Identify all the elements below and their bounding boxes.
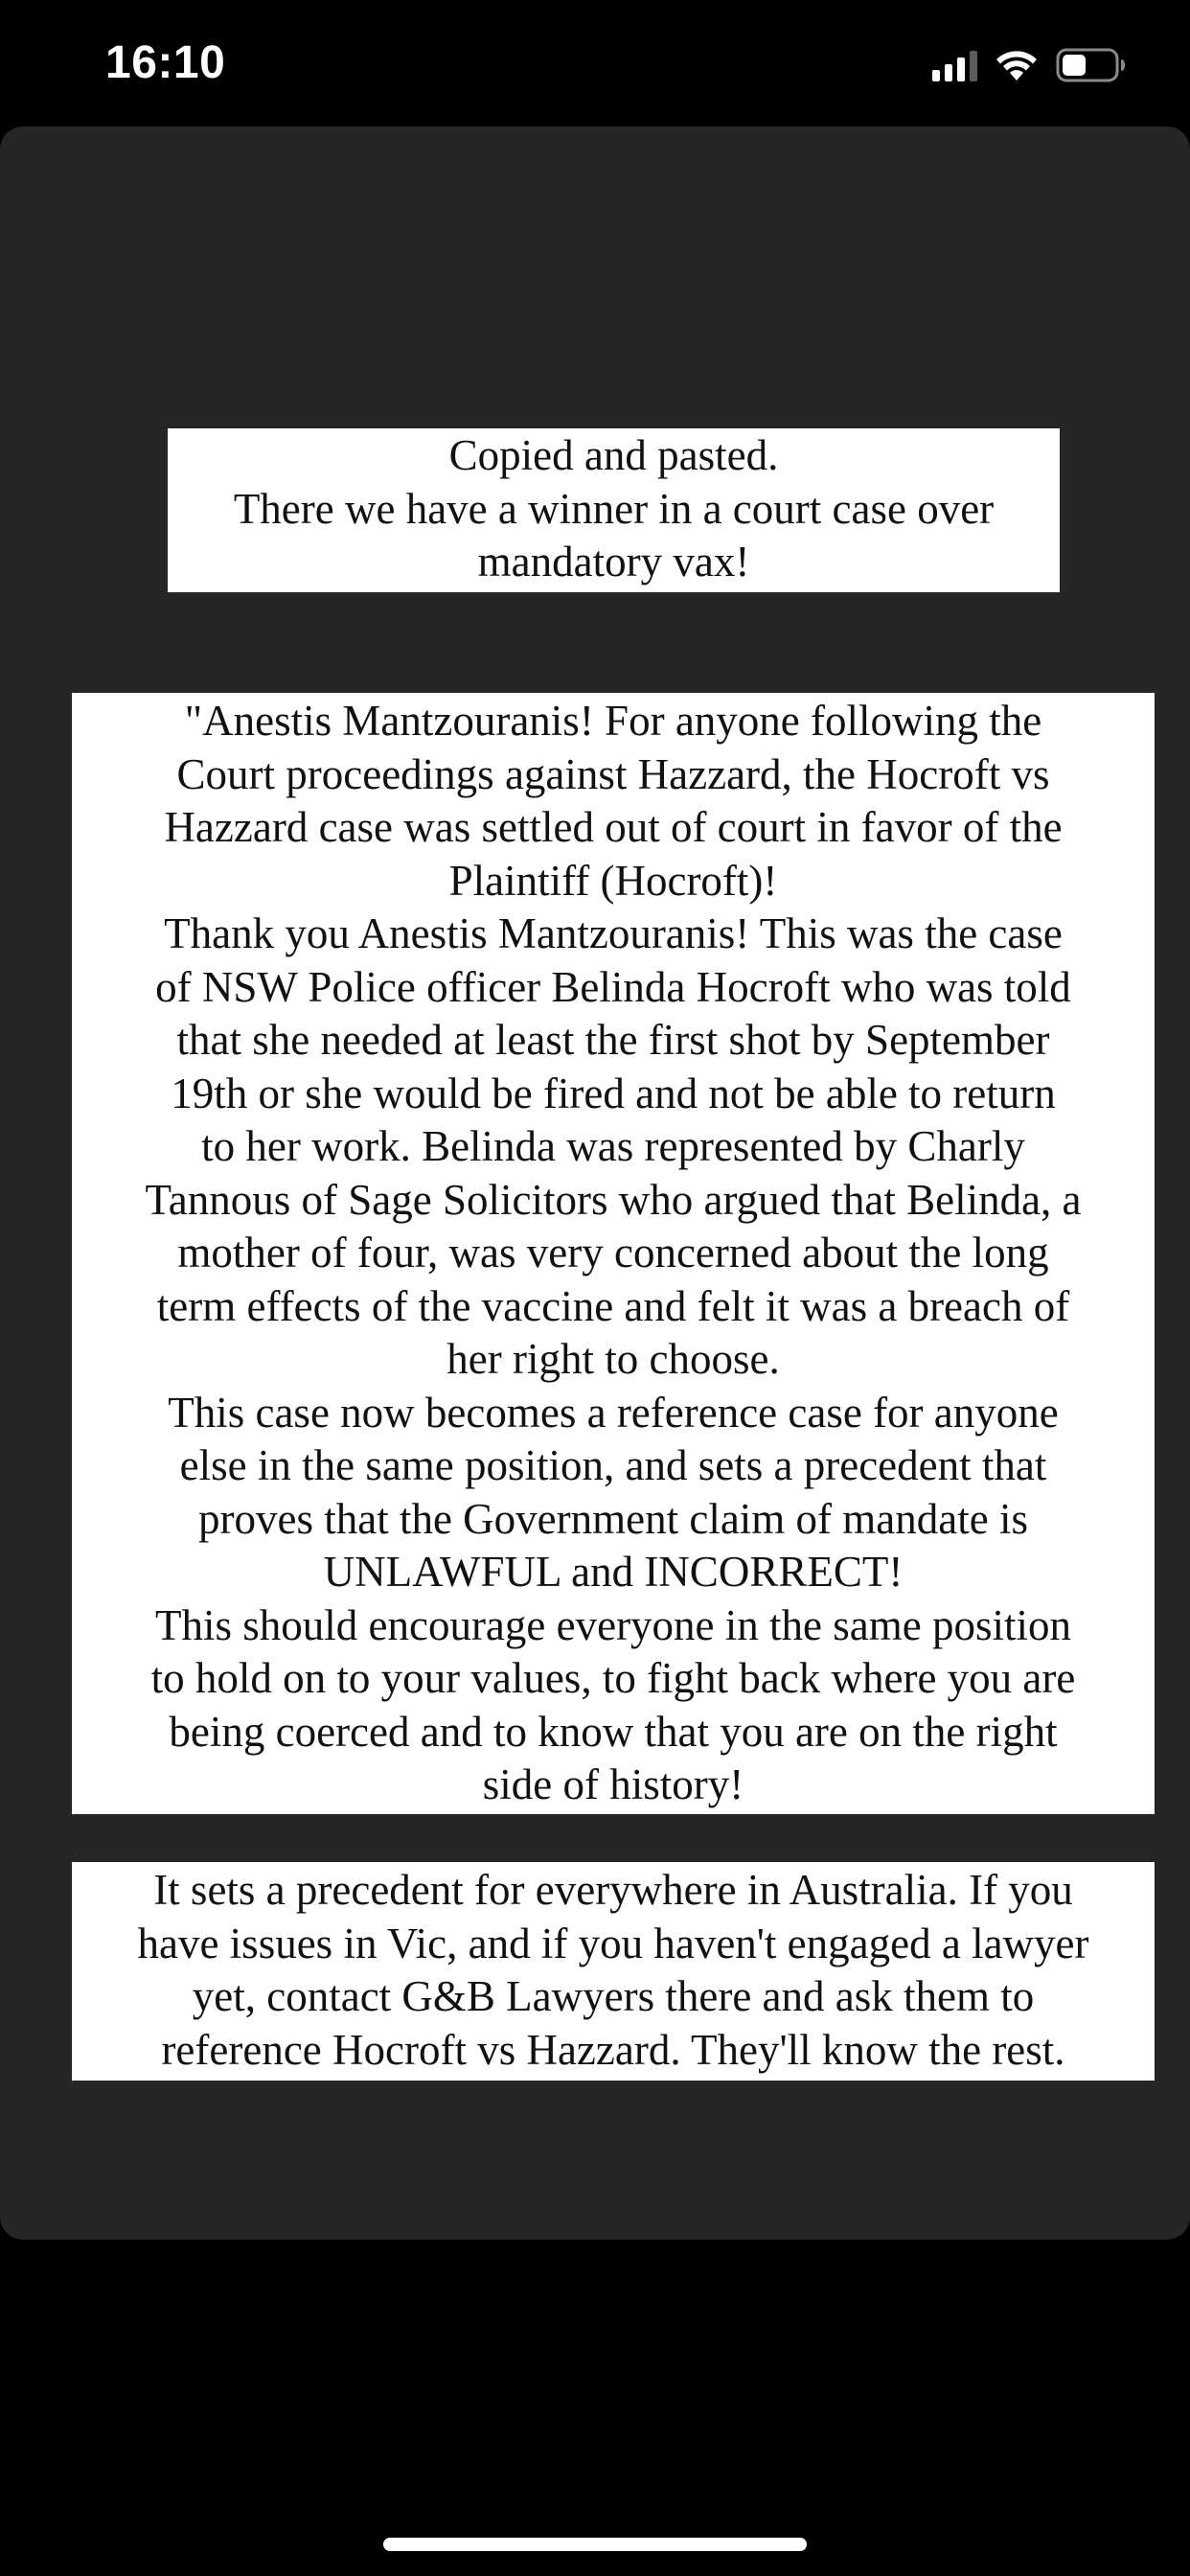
intro-text-box: Copied and pasted. There we have a winner in a court case over mandatory vax! (168, 428, 1060, 592)
battery-icon (1056, 48, 1127, 82)
main-text-box: "Anestis Mantzouranis! For anyone following the Court proceedings against Hazzard, the Hocroft vs Hazzard case was settled out of court in favor of the Plaintiff (Hocroft)! Thank you Anestis Mantzouranis! This was the case of NSW Police officer Belinda Hocroft who was told that she needed at least the first shot by September 19th or she would be fired and not be able to return to her work. Belinda was represented by Charly Tannous of Sage Solicitors who argued that Belinda, a mother of four, was very concerned about the long term effects of the vaccine and felt it was a breach of her right to choose. This case now becomes a reference case for anyone else in the same position, and sets a precedent that proves that the Government claim of mandate is UNLAWFUL and INCORRECT! This should encourage everyone in the same position to hold on to your values, to fight back where you are being coerced and to know that you are on the right side of history! (72, 693, 1155, 1814)
home-indicator[interactable] (383, 2538, 807, 2551)
wifi-icon (995, 49, 1039, 81)
footer-text-box: It sets a precedent for everywhere in Australia. If you have issues in Vic, and if you haven't engaged a lawyer yet, contact G&B Lawyers there and ask them to reference Hocroft vs Hazzard. They'll know the rest. (72, 1862, 1155, 2081)
status-icons (932, 46, 1127, 84)
status-bar (0, 0, 1190, 126)
status-time: 16:10 (105, 37, 226, 88)
cellular-signal-icon (932, 49, 977, 81)
